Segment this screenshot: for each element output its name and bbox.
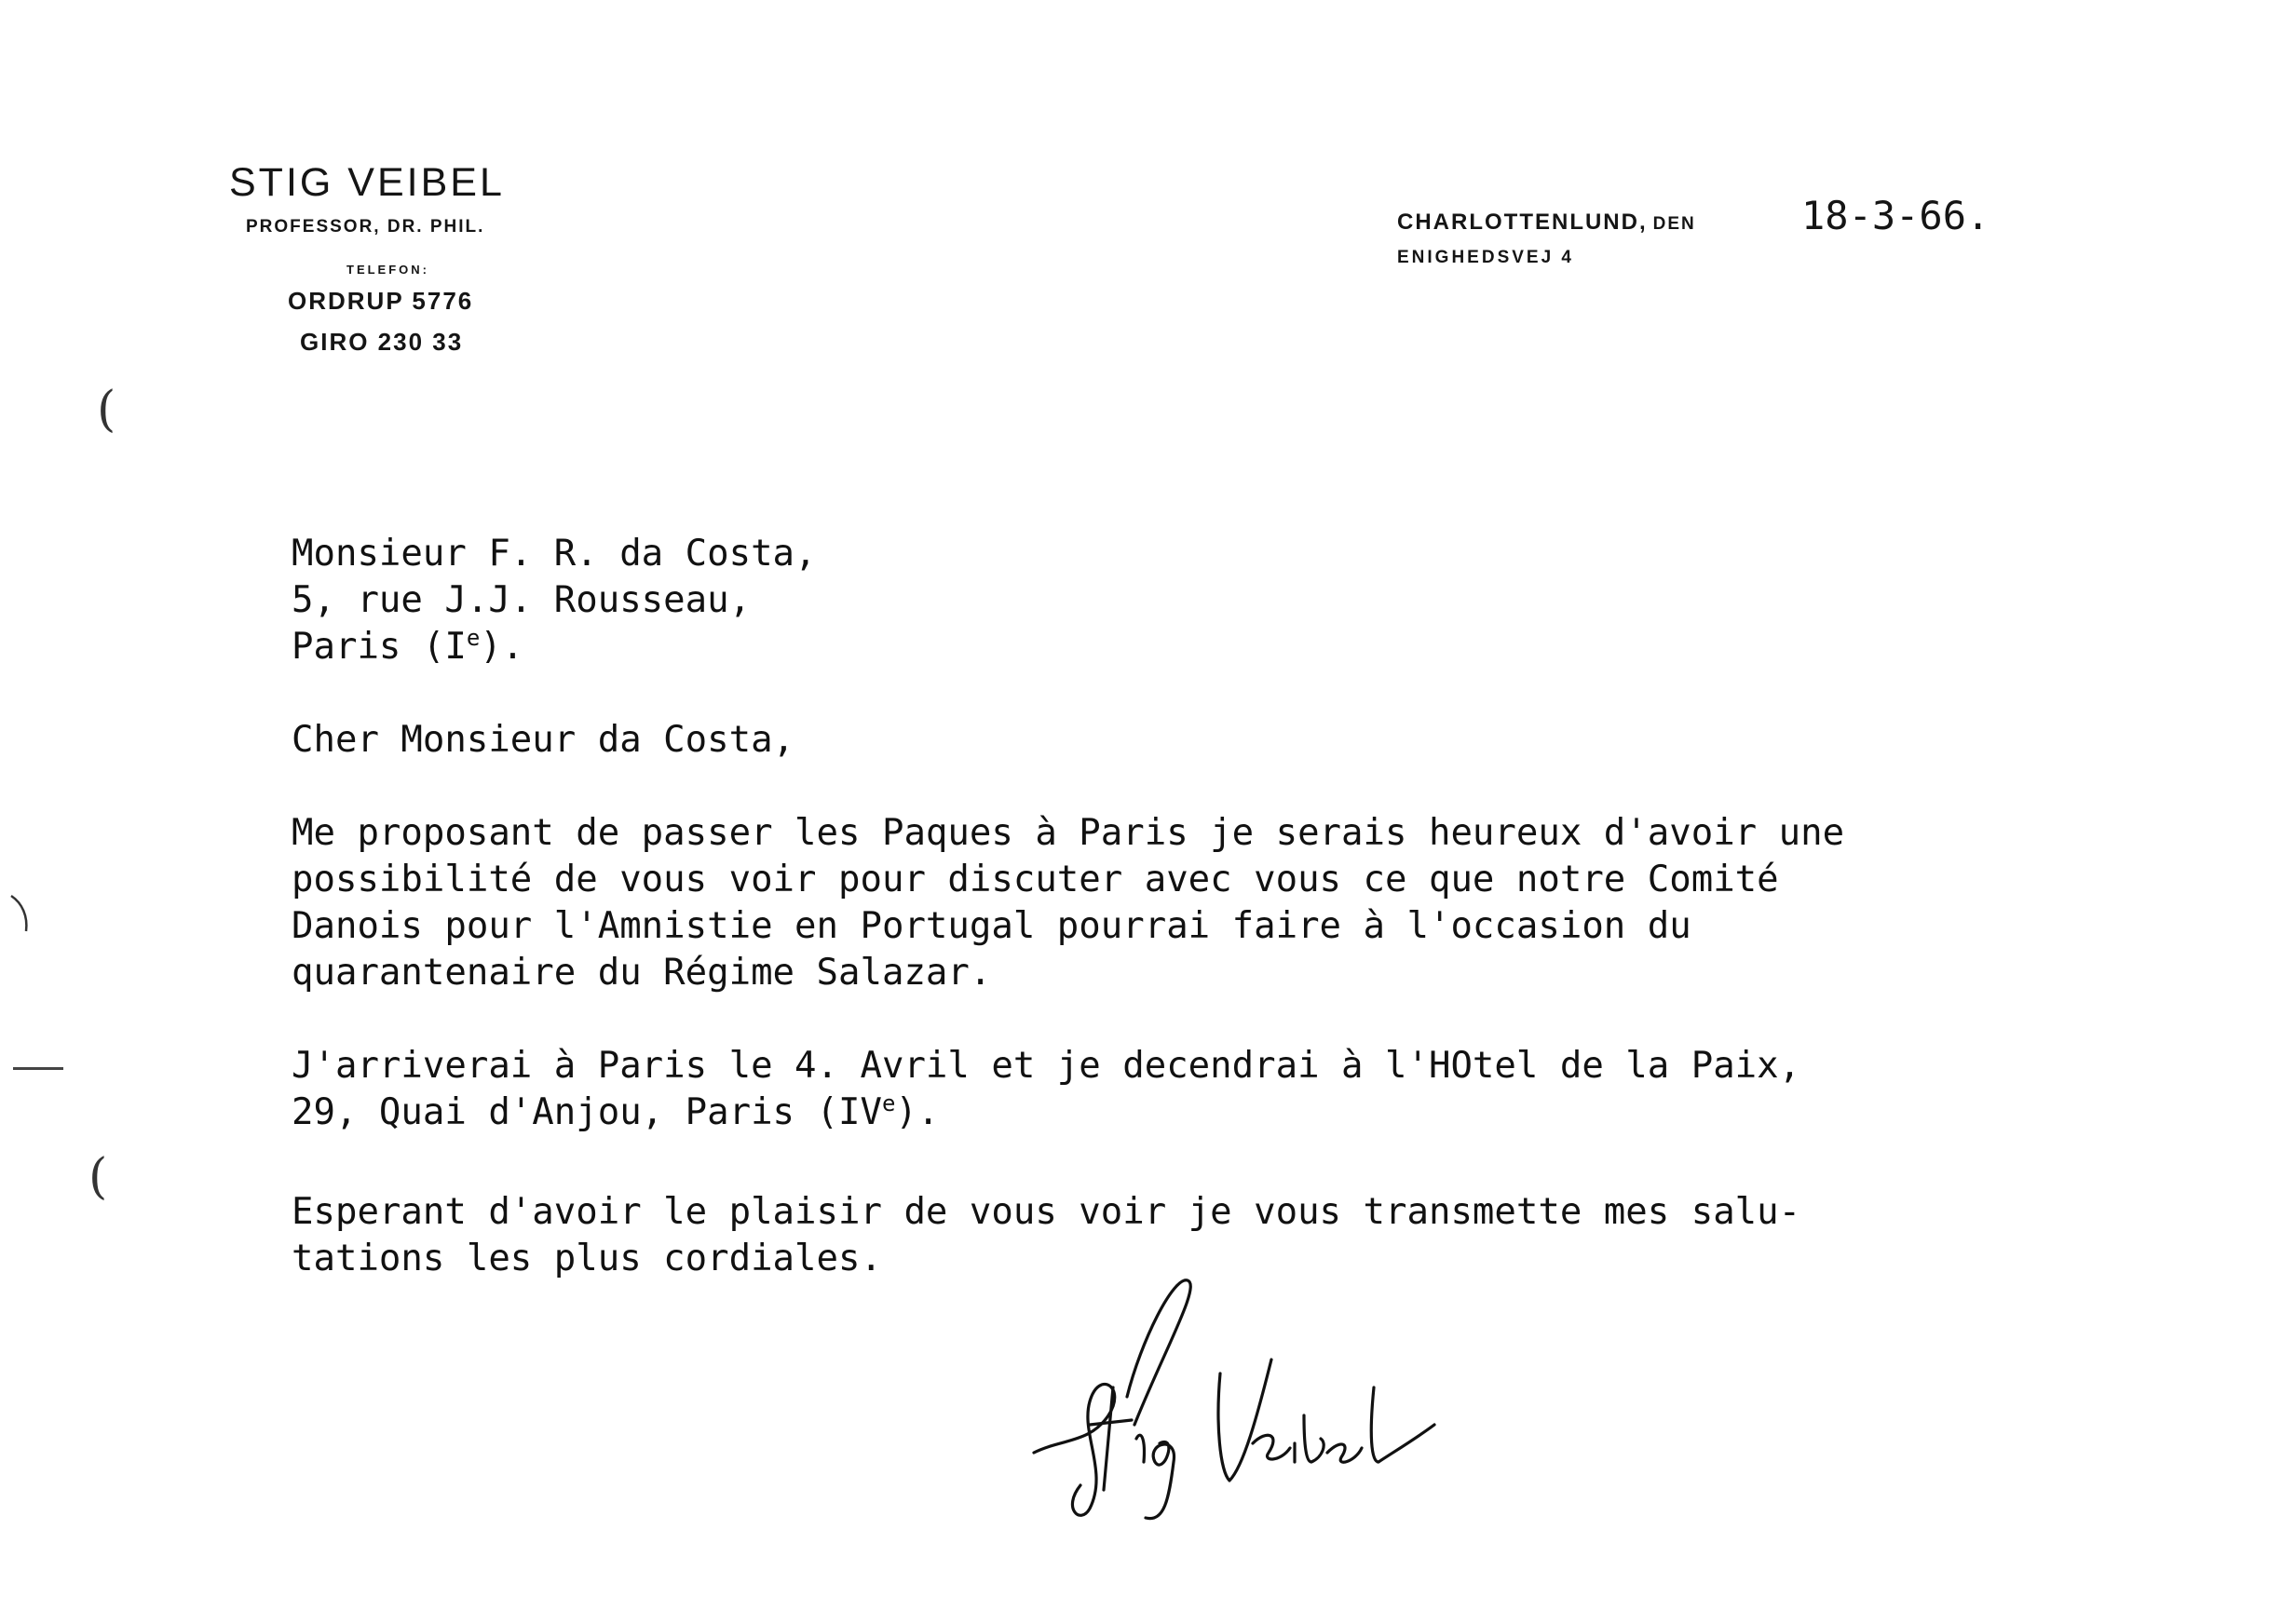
- recipient-line-3-end: ).: [480, 626, 524, 668]
- paragraph-2-line-2: [292, 1089, 1800, 1136]
- handwritten-signature: [1025, 1276, 1453, 1527]
- paragraph-3-line-2: tations les plus cordiales.: [292, 1238, 882, 1279]
- recipient-line-3-text: Paris (I: [292, 626, 467, 668]
- salutation: Cher Monsieur da Costa,: [292, 719, 795, 761]
- fold-line-mark: [13, 1067, 63, 1070]
- recipient-address: [292, 531, 817, 670]
- paragraph-1-line-2: possibilité de vous voir pour discuter avec vous ce que notre Comité: [292, 859, 1779, 900]
- margin-mark-bottom: (: [88, 1149, 108, 1205]
- place-city: CHARLOTTENLUND,: [1397, 210, 1648, 235]
- recipient-line-2: 5, rue J.J. Rousseau,: [292, 579, 752, 621]
- recipient-line-1: Monsieur F. R. da Costa,: [292, 533, 817, 575]
- letter-date: 18-3-66.: [1801, 193, 1990, 238]
- paragraph-1-line-1: Me proposant de passer les Paques à Paris je serais heureux d'avoir une: [292, 812, 1845, 854]
- letterhead-title: PROFESSOR, DR. PHIL.: [246, 217, 485, 237]
- place-den: DEN: [1652, 214, 1696, 234]
- paragraph-2-line-2-text: 29, Quai d'Anjou, Paris (IV: [292, 1091, 882, 1133]
- paragraph-3-line-1: Esperant d'avoir le plaisir de vous voir je vous transmette mes salu-: [292, 1191, 1801, 1233]
- place-line: [1397, 210, 1696, 236]
- telephone-number: ORDRUP 5776: [288, 287, 474, 315]
- margin-mark-middle: [7, 894, 32, 933]
- recipient-line-3-sup: e: [466, 625, 481, 651]
- body-paragraph-1: [292, 810, 1844, 996]
- street-address: ENIGHEDSVEJ 4: [1397, 248, 1574, 267]
- letterhead-name: STIG VEIBEL: [229, 160, 505, 205]
- margin-mark-top: (: [97, 382, 116, 438]
- paragraph-2-line-1: J'arriverai à Paris le 4. Avril et je decendrai à l'HOtel de la Paix,: [292, 1045, 1801, 1087]
- paragraph-2-line-2-end: ).: [895, 1091, 940, 1133]
- paragraph-1-line-3: Danois pour l'Amnistie en Portugal pourrai faire à l'occasion du: [292, 905, 1691, 947]
- body-paragraph-3: [292, 1189, 1800, 1282]
- paragraph-1-line-4: quarantenaire du Régime Salazar.: [292, 952, 992, 994]
- body-paragraph-2: [292, 1043, 1800, 1136]
- recipient-line-3: [292, 624, 817, 670]
- telephone-label: TELEFON:: [346, 263, 429, 277]
- giro-number: GIRO 230 33: [300, 328, 464, 356]
- paragraph-2-line-2-sup: e: [881, 1090, 896, 1116]
